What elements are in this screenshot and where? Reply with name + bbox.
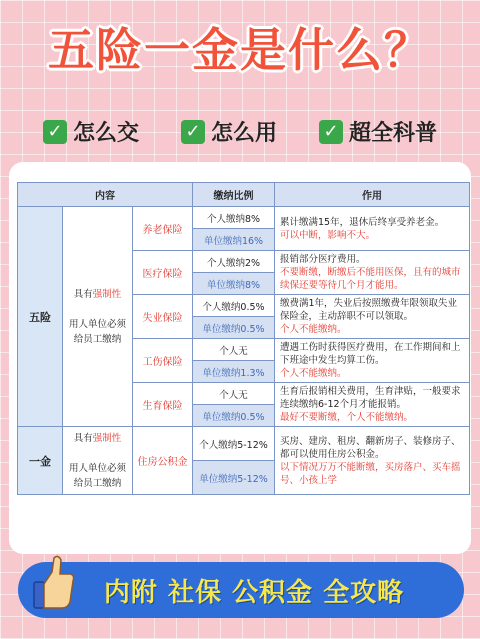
tag-row [0, 116, 480, 147]
bottom-banner [18, 562, 464, 618]
section-label-wuxian: 五险 [18, 207, 63, 427]
tag-label: 超全科普 [348, 121, 437, 146]
personal-rate: 个人缴纳5-12% [193, 427, 275, 461]
insurance-use [275, 251, 470, 295]
unit-rate: 单位缴纳1.3% [193, 361, 275, 383]
section-desc-yijin [63, 427, 133, 495]
personal-rate: 个人缴纳8% [193, 207, 275, 229]
use-text: 买房、建房、租房、翻新房子、装修房子、都可以使用住房公积金。 [280, 435, 461, 460]
desc-prefix: 具有 [73, 432, 93, 444]
use-note: 个人不能缴纳。 [280, 324, 347, 335]
check-icon: ✓ [43, 120, 67, 144]
desc-emphasis: 强制性 [92, 288, 122, 300]
tag-label: 怎么交 [72, 121, 139, 146]
header-content: 内容 [18, 183, 193, 207]
use-text: 生育后报销相关费用，生育津贴，一般要求连续缴纳6-12个月才能报销。 [280, 386, 461, 410]
use-text: 报销部分医疗费用。 [280, 254, 366, 265]
insurance-use [275, 383, 470, 427]
insurance-table [17, 182, 470, 495]
unit-rate: 单位缴纳0.5% [193, 405, 275, 427]
use-text: 累计缴满15年，退休后终享受养老金。 [280, 216, 445, 228]
header-ratio: 缴纳比例 [193, 183, 275, 207]
use-text: 遭遇工伤时获得医疗费用，在工作期间和上下班途中发生均算工伤。 [280, 342, 461, 366]
tag-how-to-use [181, 116, 277, 147]
desc-emphasis: 强制性 [92, 432, 122, 444]
insurance-name: 医疗保险 [133, 251, 193, 295]
tag-label: 怎么用 [210, 121, 277, 146]
insurance-name: 工伤保险 [133, 339, 193, 383]
use-note: 以下情况万万不能断缴，买房落户、买车摇号、小孩上学 [280, 461, 461, 486]
info-card [9, 162, 471, 554]
desc-text: 用人单位必须给员工缴纳 [68, 462, 126, 489]
insurance-name: 失业保险 [133, 295, 193, 339]
desc-text: 用人单位必须给员工缴纳 [68, 318, 126, 345]
page-title: 五险一金是什么？ [48, 23, 432, 77]
personal-rate: 个人无 [193, 339, 275, 361]
use-note: 个人不能缴纳。 [280, 368, 347, 379]
personal-rate: 个人无 [193, 383, 275, 405]
tag-science [319, 116, 437, 147]
tag-how-to-pay [43, 116, 139, 147]
insurance-use [275, 207, 470, 251]
unit-rate: 单位缴纳8% [193, 273, 275, 295]
check-icon: ✓ [319, 120, 343, 144]
banner-text: 内附 社保 公积金 全攻略 [103, 577, 405, 608]
personal-rate: 个人缴纳0.5% [193, 295, 275, 317]
insurance-use [275, 339, 470, 383]
table-header-row [18, 183, 470, 207]
thumbs-up-icon [30, 552, 76, 614]
use-note: 不要断缴，断缴后不能用医保，且有的城市续保还要等待几个月才能用。 [280, 267, 461, 291]
personal-rate: 个人缴纳2% [193, 251, 275, 273]
section-desc-wuxian [63, 207, 133, 427]
header-use: 作用 [275, 183, 470, 207]
insurance-use [275, 295, 470, 339]
use-note: 最好不要断缴，个人不能缴纳。 [280, 412, 414, 423]
unit-rate: 单位缴纳5-12% [193, 461, 275, 495]
unit-rate: 单位缴纳0.5% [193, 317, 275, 339]
desc-prefix: 具有 [73, 288, 93, 300]
use-note: 可以中断，影响不大。 [280, 229, 376, 241]
use-text: 缴费满1年，失业后按照缴费年限领取失业保险金，主动辞职不可以领取。 [280, 298, 458, 322]
insurance-name: 养老保险 [133, 207, 193, 251]
unit-rate: 单位缴纳16% [193, 229, 275, 251]
check-icon: ✓ [181, 120, 205, 144]
insurance-name: 生育保险 [133, 383, 193, 427]
insurance-use [275, 427, 470, 495]
insurance-name: 住房公积金 [133, 427, 193, 495]
section-label-yijin: 一金 [18, 427, 63, 495]
